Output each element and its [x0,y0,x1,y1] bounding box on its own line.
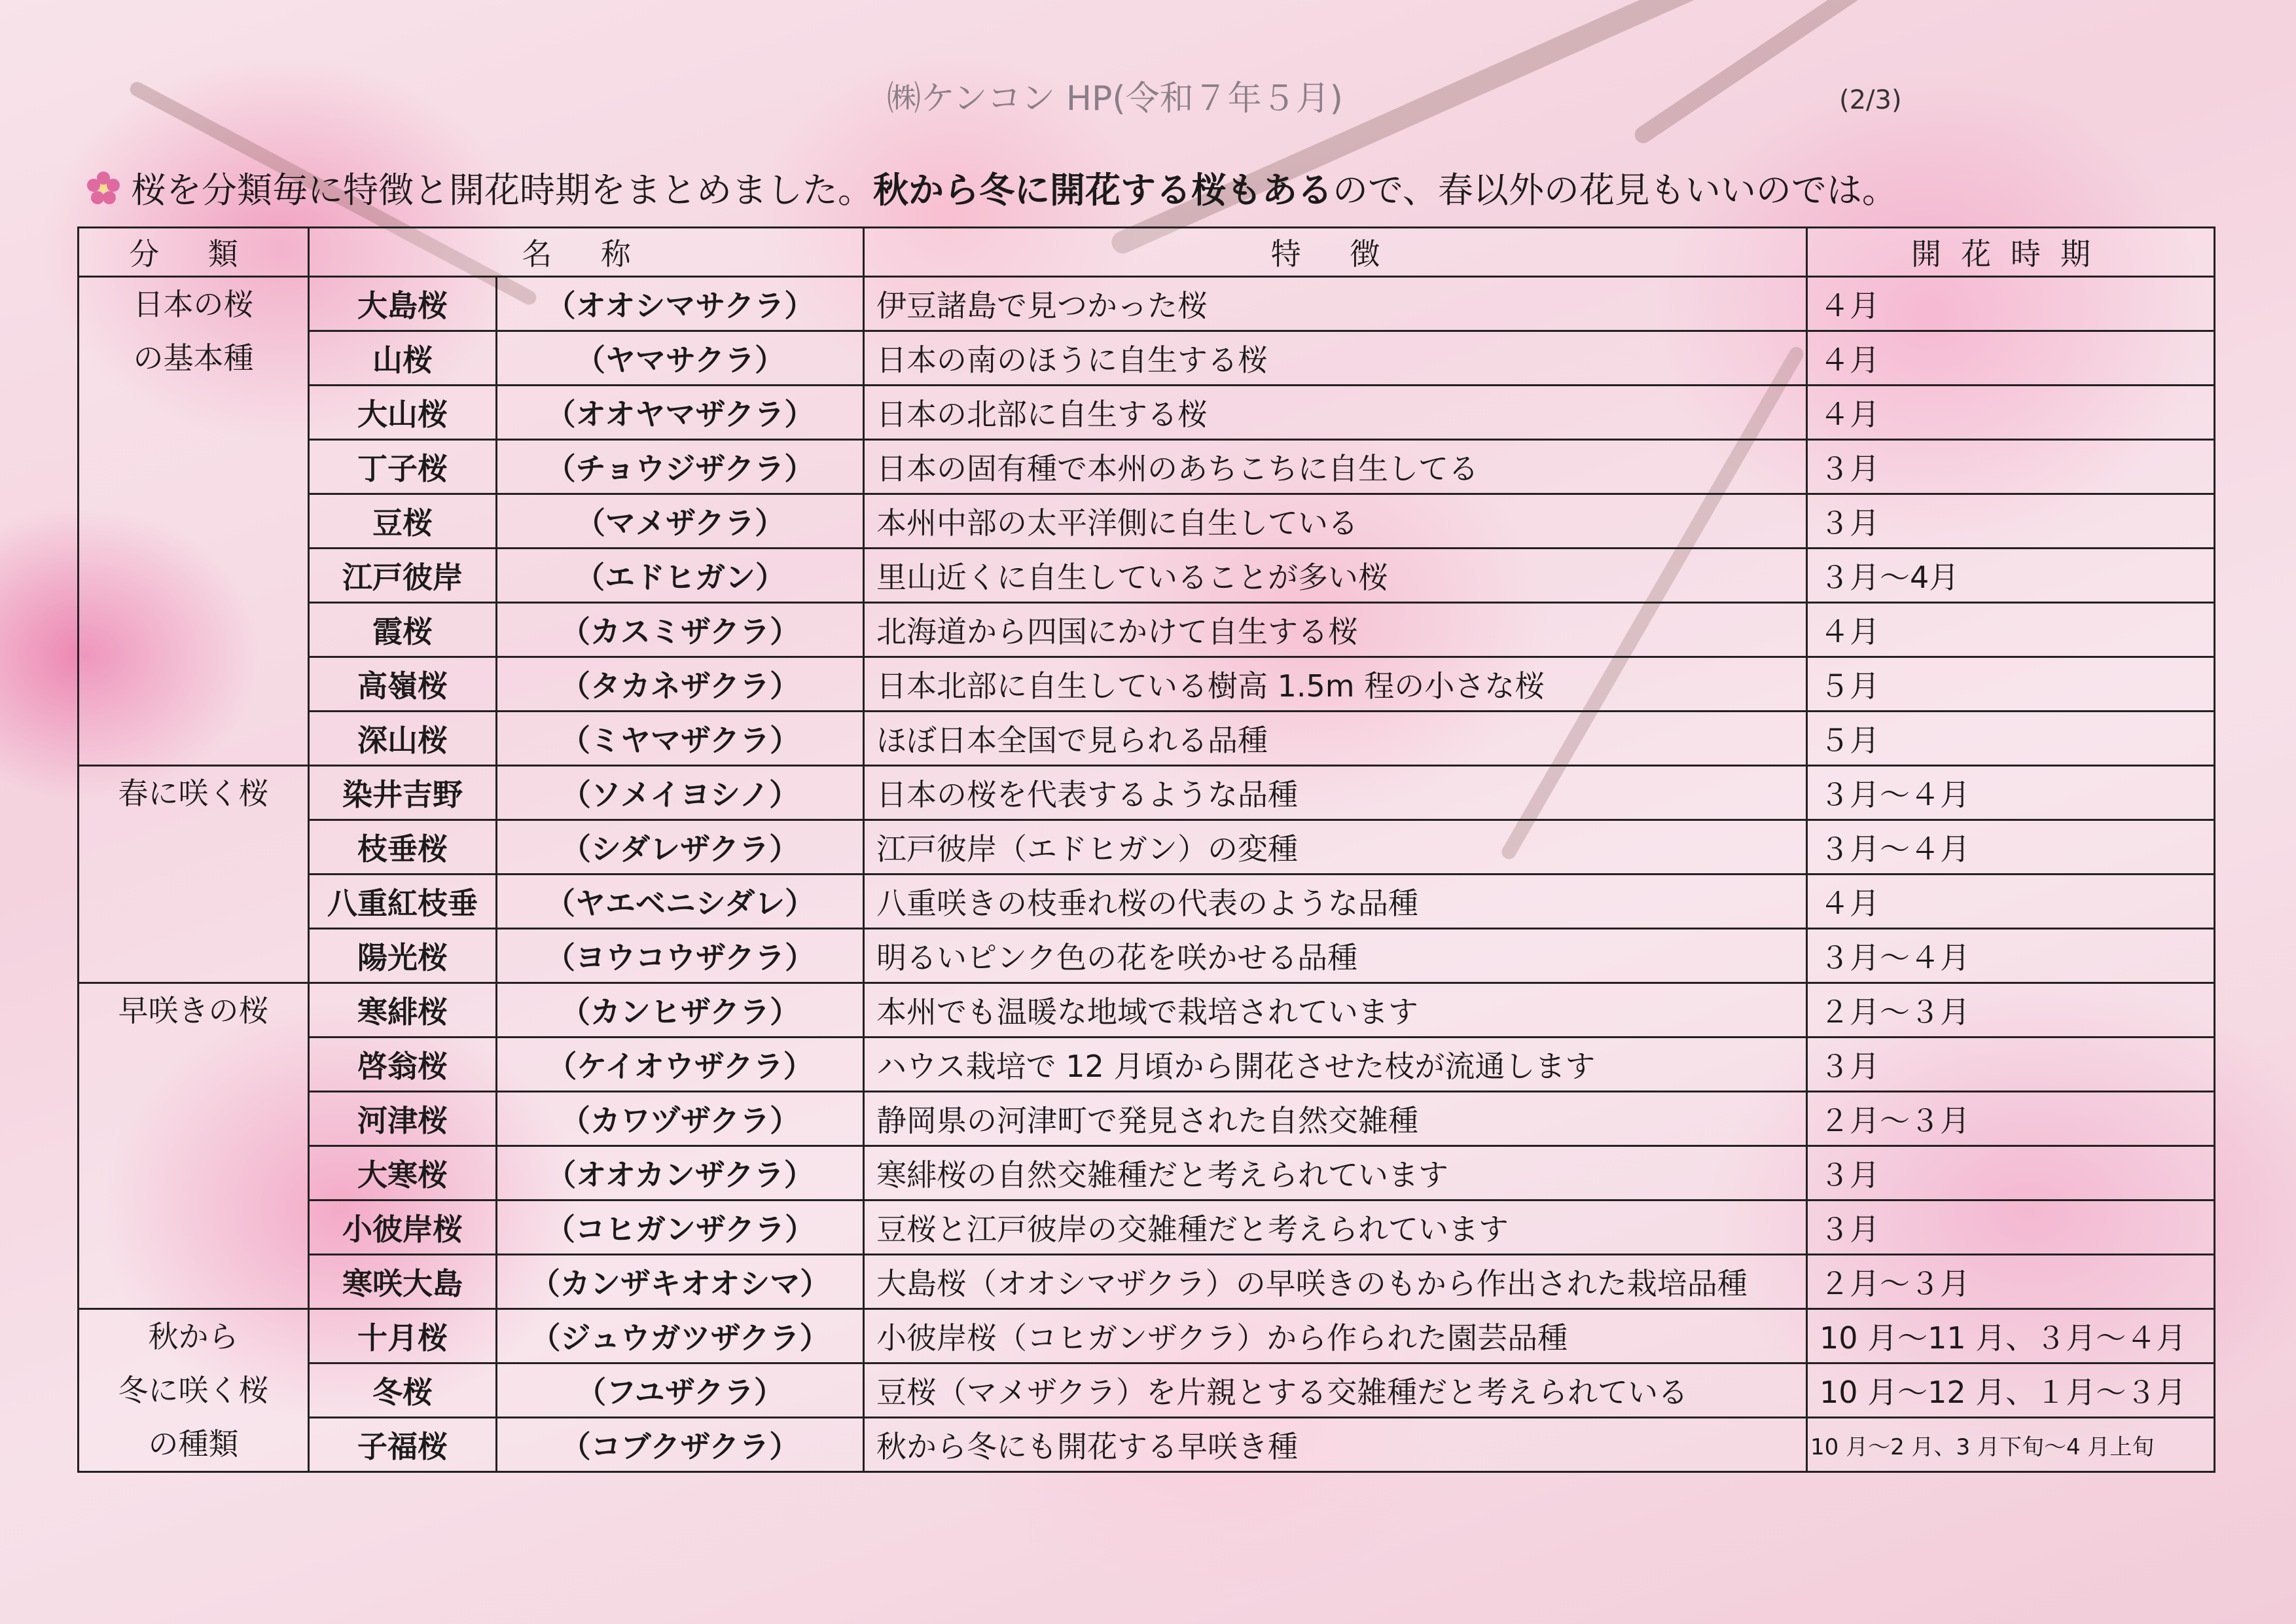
kana-cell: （コヒガンザクラ） [497,1200,864,1255]
feature-cell: 八重咲きの枝垂れ桜の代表のような品種 [864,875,1807,929]
name-cell: 冬桜 [309,1363,497,1418]
name-cell: 山桜 [309,331,497,386]
feature-cell: 本州中部の太平洋側に自生している [864,494,1807,549]
period-cell: ５月 [1807,712,2215,766]
table-header-row [79,228,2215,277]
name-cell: 大島桜 [309,277,497,331]
category-line: 秋から [148,1319,239,1354]
period-cell: ４月 [1807,277,2215,331]
name-cell: 大寒桜 [309,1146,497,1200]
category-line: 日本の桜 [133,287,254,322]
page-number: (2/3) [1839,85,1902,115]
category-line: 冬に咲く桜 [118,1373,269,1408]
name-cell: 八重紅枝垂 [309,875,497,929]
cherry-blossom-icon [85,170,122,215]
category-cell [79,766,309,983]
name-cell: 江戸彼岸 [309,549,497,603]
name-cell: 小彼岸桜 [309,1200,497,1255]
period-cell: ２月～３月 [1807,983,2215,1038]
period-cell: 10 月～12 月、１月～３月 [1807,1363,2215,1418]
feature-cell: 日本北部に自生している樹高 1.5m 程の小さな桜 [864,657,1807,712]
name-cell: 大山桜 [309,386,497,440]
category-line: 早咲きの桜 [118,993,269,1028]
intro-bold: 秋から冬に開花する桜もある [873,170,1333,211]
name-cell: 河津桜 [309,1092,497,1146]
name-cell: 高嶺桜 [309,657,497,712]
table-row [79,1309,2215,1363]
table-row [79,983,2215,1038]
header-category: 分 類 [79,228,309,277]
kana-cell: （ソメイヨシノ） [497,766,864,820]
period-cell: ５月 [1807,657,2215,712]
table-row [79,657,2215,712]
table-body [79,277,2215,1472]
kana-cell: （ジュウガツザクラ） [497,1309,864,1363]
feature-cell: 伊豆諸島で見つかった桜 [864,277,1807,331]
name-cell: 陽光桜 [309,929,497,983]
name-cell: 寒緋桜 [309,983,497,1038]
feature-cell: 静岡県の河津町で発見された自然交雑種 [864,1092,1807,1146]
kana-cell: （カワヅザクラ） [497,1092,864,1146]
background-branch [1632,0,2130,147]
name-cell: 子福桜 [309,1418,497,1472]
period-cell: ２月～３月 [1807,1255,2215,1309]
category-cell [79,277,309,766]
header-period: 開花時期 [1807,228,2215,277]
period-cell: ２月～３月 [1807,1092,2215,1146]
table-row [79,603,2215,657]
period-cell: ４月 [1807,331,2215,386]
feature-cell: 日本の北部に自生する桜 [864,386,1807,440]
category-line: の基本種 [133,340,254,376]
name-cell: 啓翁桜 [309,1038,497,1092]
kana-cell: （コブクザクラ） [497,1418,864,1472]
period-cell: ３月 [1807,1146,2215,1200]
period-cell: 10 月～11 月、３月～４月 [1807,1309,2215,1363]
period-cell: ３月～４月 [1807,929,2215,983]
kana-cell: （カンザキオオシマ） [497,1255,864,1309]
period-cell: ３月 [1807,1038,2215,1092]
kana-cell: （タカネザクラ） [497,657,864,712]
table-row [79,1363,2215,1418]
table-row [79,1200,2215,1255]
kana-cell: （ミヤマザクラ） [497,712,864,766]
table-row [79,1255,2215,1309]
period-cell: ４月 [1807,386,2215,440]
feature-cell: 秋から冬にも開花する早咲き種 [864,1418,1807,1472]
name-cell: 枝垂桜 [309,820,497,875]
period-cell: ４月 [1807,603,2215,657]
feature-cell: 小彼岸桜（コヒガンザクラ）から作られた園芸品種 [864,1309,1807,1363]
table-row [79,1418,2215,1472]
kana-cell: （ケイオウザクラ） [497,1038,864,1092]
name-cell: 豆桜 [309,494,497,549]
period-cell: ３月～4月 [1807,549,2215,603]
category-line: 春に咲く桜 [118,776,269,811]
feature-cell: 本州でも温暖な地域で栽培されています [864,983,1807,1038]
table-row [79,494,2215,549]
kana-cell: （マメザクラ） [497,494,864,549]
table-row [79,766,2215,820]
table-row [79,277,2215,331]
table-row [79,1146,2215,1200]
table-row [79,1038,2215,1092]
kana-cell: （オオシマサクラ） [497,277,864,331]
feature-cell: 北海道から四国にかけて自生する桜 [864,603,1807,657]
kana-cell: （カンヒザクラ） [497,983,864,1038]
feature-cell: 日本の固有種で本州のあちこちに自生してる [864,440,1807,494]
feature-cell: 明るいピンク色の花を咲かせる品種 [864,929,1807,983]
kana-cell: （エドヒガン） [497,549,864,603]
feature-cell: ハウス栽培で 12 月頃から開花させた枝が流通します [864,1038,1807,1092]
sakura-table [77,226,2215,1473]
feature-cell: 寒緋桜の自然交雑種だと考えられています [864,1146,1807,1200]
feature-cell: 豆桜と江戸彼岸の交雑種だと考えられています [864,1200,1807,1255]
period-cell: ４月 [1807,875,2215,929]
intro-part1: 桜を分類毎に特徴と開花時期をまとめました。 [131,170,873,211]
name-cell: 丁子桜 [309,440,497,494]
name-cell: 染井吉野 [309,766,497,820]
table-row [79,820,2215,875]
kana-cell: （カスミザクラ） [497,603,864,657]
period-cell: ３月 [1807,1200,2215,1255]
kana-cell: （シダレザクラ） [497,820,864,875]
period-cell: ３月～４月 [1807,820,2215,875]
kana-cell: （フユザクラ） [497,1363,864,1418]
header-feature: 特 徴 [864,228,1807,277]
kana-cell: （オオヤマザクラ） [497,386,864,440]
category-line: の種類 [148,1426,239,1462]
table-row [79,386,2215,440]
period-cell: 10 月～2 月、3 月下旬～4 月上旬 [1807,1418,2215,1472]
kana-cell: （チョウジザクラ） [497,440,864,494]
feature-cell: 日本の桜を代表するような品種 [864,766,1807,820]
feature-cell: 里山近くに自生していることが多い桜 [864,549,1807,603]
table-row [79,875,2215,929]
table-row [79,712,2215,766]
name-cell: 寒咲大島 [309,1255,497,1309]
category-cell [79,983,309,1309]
intro-part2: ので、春以外の花見もいいのでは。 [1333,170,1897,211]
header-title: ㈱ケンコン HP(令和７年５月) [887,79,1343,118]
feature-cell: ほぼ日本全国で見られる品種 [864,712,1807,766]
feature-cell: 江戸彼岸（エドヒガン）の変種 [864,820,1807,875]
table-row [79,1092,2215,1146]
table-row [79,331,2215,386]
kana-cell: （ヨウコウザクラ） [497,929,864,983]
table-row [79,440,2215,494]
table-row [79,929,2215,983]
header-name: 名 称 [309,228,864,277]
name-cell: 深山桜 [309,712,497,766]
period-cell: ３月 [1807,494,2215,549]
category-cell [79,1309,309,1472]
period-cell: ３月 [1807,440,2215,494]
kana-cell: （ヤマサクラ） [497,331,864,386]
background-branch [1108,0,1835,257]
table-row [79,549,2215,603]
name-cell: 霞桜 [309,603,497,657]
feature-cell: 豆桜（マメザクラ）を片親とする交雑種だと考えられている [864,1363,1807,1418]
feature-cell: 大島桜（オオシマザクラ）の早咲きのもから作出された栽培品種 [864,1255,1807,1309]
period-cell: ３月～４月 [1807,766,2215,820]
intro-text [85,162,1897,215]
kana-cell: （オオカンザクラ） [497,1146,864,1200]
feature-cell: 日本の南のほうに自生する桜 [864,331,1807,386]
name-cell: 十月桜 [309,1309,497,1363]
kana-cell: （ヤエベニシダレ） [497,875,864,929]
